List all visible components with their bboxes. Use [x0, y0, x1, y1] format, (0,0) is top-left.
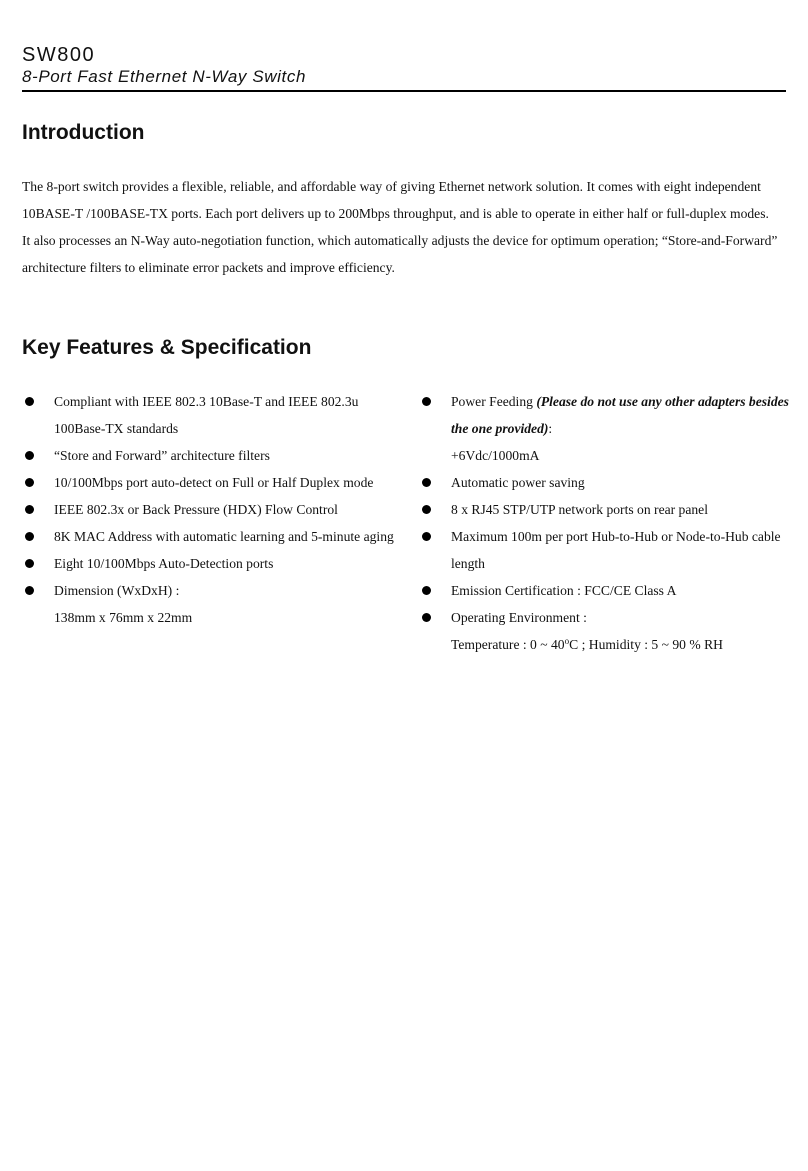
bullet-icon — [422, 532, 431, 541]
feature-item-store-forward: “Store and Forward” architecture filters — [22, 442, 394, 469]
model-number: SW800 — [22, 44, 96, 66]
bullet-icon — [25, 559, 34, 568]
power-value: +6Vdc/1000mA — [451, 448, 540, 463]
feature-item-ports: Eight 10/100Mbps Auto-Detection ports — [22, 550, 394, 577]
features-left-column — [22, 388, 394, 631]
degree-superscript: o — [564, 636, 570, 646]
bullet-icon — [25, 478, 34, 487]
features-right-list — [419, 388, 789, 658]
bullet-icon — [422, 613, 431, 622]
intro-paragraph-1: The 8-port switch provides a flexible, reliable, and affordable way of giving Ethernet network solution. It comes with eight independent 10BASE-T /100BASE-TX ports. Each port delivers up to 200Mbps throughput, and is able to operate in either half or full-duplex modes. — [22, 179, 769, 221]
bullet-icon — [422, 397, 431, 406]
introduction-body — [22, 173, 788, 281]
feature-item-emission: Emission Certification : FCC/CE Class A — [419, 577, 789, 604]
bullet-icon — [422, 505, 431, 514]
bullet-icon — [25, 586, 34, 595]
environment-value: Temperature : 0 ~ 40$^o$C ; Humidity : 5 ~ 90 % RH — [451, 636, 723, 652]
features-heading: Key Features & Specification — [22, 336, 312, 359]
feature-item-rj45-ports: 8 x RJ45 STP/UTP network ports on rear panel — [419, 496, 789, 523]
features-left-list — [22, 388, 394, 631]
intro-paragraph-2: It also processes an N-Way auto-negotiation function, which automatically adjusts the device for optimum operation; “Store-and-Forward” architecture filters to eliminate error packets and improve efficiency. — [22, 233, 778, 275]
power-warning: (Please do not use any other adapters besides the one provided) — [451, 394, 789, 436]
bullet-icon — [25, 397, 34, 406]
feature-item-auto-detect: 10/100Mbps port auto-detect on Full or Half Duplex mode — [22, 469, 394, 496]
feature-item-mac-address: 8K MAC Address with automatic learning and 5-minute aging — [22, 523, 394, 550]
bullet-icon — [25, 451, 34, 460]
environment-label: Operating Environment : — [451, 610, 587, 625]
document-header — [22, 42, 786, 92]
feature-item-standards: Compliant with IEEE 802.3 10Base-T and IEEE 802.3u 100Base-TX standards — [22, 388, 394, 442]
power-colon: : — [548, 421, 553, 436]
power-label: Power Feeding — [451, 394, 537, 409]
bullet-icon — [25, 532, 34, 541]
features-right-column — [419, 388, 789, 658]
feature-item-dimension — [22, 577, 394, 631]
feature-item-cable-length: Maximum 100m per port Hub-to-Hub or Node-to-Hub cable length — [419, 523, 789, 577]
feature-item-environment — [419, 604, 789, 658]
feature-item-power-saving: Automatic power saving — [419, 469, 789, 496]
bullet-icon — [422, 586, 431, 595]
dimension-value: 138mm x 76mm x 22mm — [54, 610, 193, 625]
bullet-icon — [422, 478, 431, 487]
dimension-label: Dimension (WxDxH) : — [54, 583, 180, 598]
introduction-heading: Introduction — [22, 121, 145, 144]
feature-item-power-feeding — [419, 388, 789, 469]
bullet-icon — [25, 505, 34, 514]
feature-item-flow-control: IEEE 802.3x or Back Pressure (HDX) Flow Control — [22, 496, 394, 523]
document-subtitle: 8-Port Fast Ethernet N-Way Switch — [22, 66, 786, 92]
